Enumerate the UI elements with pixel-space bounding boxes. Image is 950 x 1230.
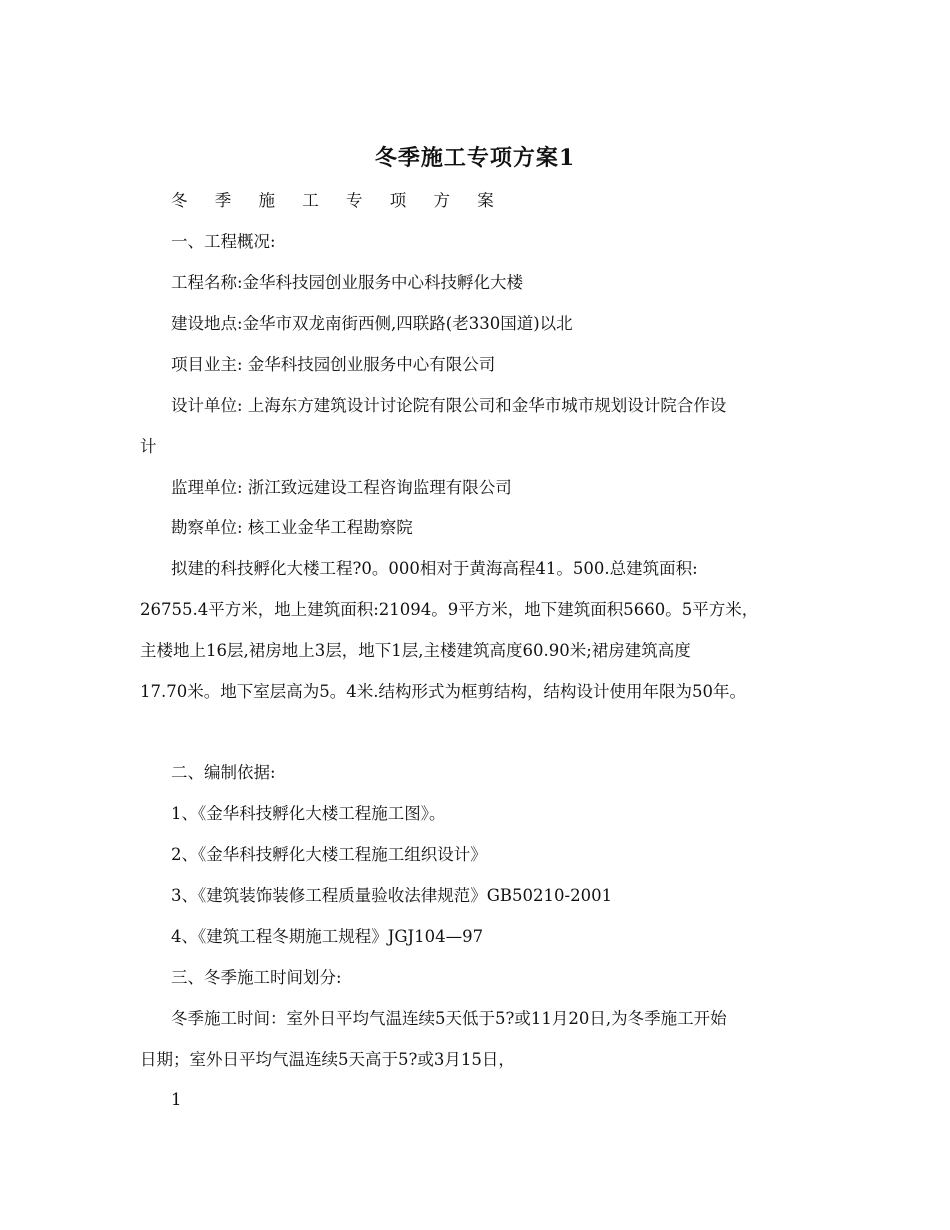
basis-item: 4、《建筑工程冬期施工规程》JGJ104—97 (171, 927, 484, 946)
document-subtitle: 冬 季 施 工 专 项 方 案 (171, 191, 505, 210)
basis-item: 1、《金华科技孵化大楼工程施工图》。 (171, 804, 446, 823)
section-heading-overview: 一、工程概况: (171, 232, 276, 251)
description-paragraph-line: 26755.4平方米，地上建筑面积:21094。9平方米，地下建筑面积5660。5平方米， (140, 600, 759, 619)
owner-line: 项目业主: 金华科技园创业服务中心有限公司 (171, 355, 496, 374)
section-heading-basis: 二、编制依据: (171, 763, 276, 782)
survey-line: 勘察单位: 核工业金华工程勘察院 (171, 518, 413, 537)
basis-item: 3、《建筑装饰装修工程质量验收法律规范》GB50210-2001 (171, 886, 613, 905)
design-unit-line-continued: 计 (140, 437, 157, 456)
design-unit-line: 设计单位: 上海东方建筑设计讨论院有限公司和金华市城市规划设计院合作设 (171, 396, 727, 415)
winter-period-line: 日期；室外日平均气温连续5天高于5?或3月15日， (140, 1050, 515, 1069)
section-heading-winter-period: 三、冬季施工时间划分: (171, 968, 342, 987)
location-line: 建设地点:金华市双龙南街西侧,四联路(老330国道)以北 (171, 314, 573, 333)
supervision-line: 监理单位: 浙江致远建设工程咨询监理有限公司 (171, 478, 512, 497)
description-paragraph-line: 主楼地上16层,裙房地上3层，地下1层,主楼建筑高度60.90米;裙房建筑高度 (140, 641, 691, 660)
description-paragraph-line: 拟建的科技孵化大楼工程?0。000相对于黄海高程41。500.总建筑面积: (171, 559, 698, 578)
project-name-line: 工程名称:金华科技园创业服务中心科技孵化大楼 (171, 273, 524, 292)
description-paragraph-line: 17.70米。地下室层高为5。4米.结构形式为框剪结构，结构设计使用年限为50年。 (140, 682, 746, 701)
page-number: 1 (171, 1090, 182, 1109)
basis-item: 2、《金华科技孵化大楼工程施工组织设计》 (171, 845, 487, 864)
document-title: 冬季施工专项方案1 (374, 145, 576, 171)
winter-period-line: 冬季施工时间：室外日平均气温连续5天低于5?或11月20日,为冬季施工开始 (171, 1009, 727, 1028)
